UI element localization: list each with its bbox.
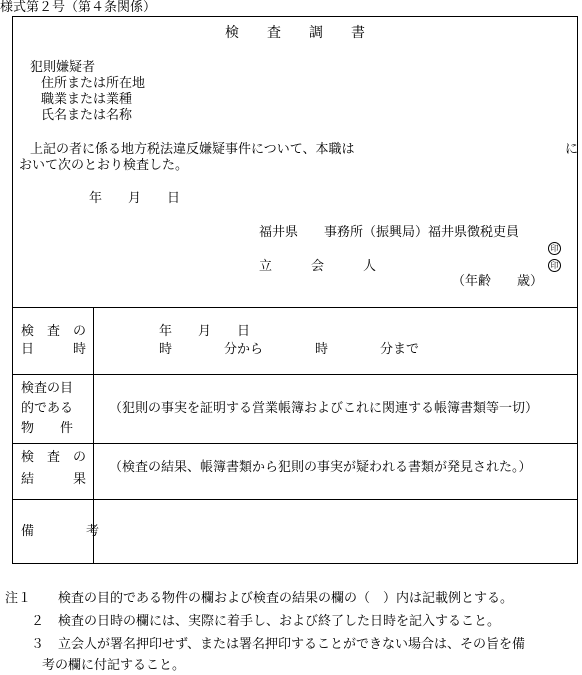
note-1-text: 検査の目的である物件の欄および検査の結果の欄の（ ）内は記載例とする。 [58,591,514,606]
official-seal-icon: 印 [548,242,561,255]
note-3-text-line-1: 立会人が署名押印せず、または署名押印することができない場合は、その旨を備 [58,637,525,652]
witness-age: （年齢 歳） [452,274,544,289]
note-1-number: 注１ [5,591,32,606]
statement-line-1: 上記の者に係る地方税法違反嫌疑事件について、本職は [30,142,355,157]
suspect-heading: 犯則嫌疑者 [30,60,96,75]
result-label-line-2: 結 果 [21,472,87,487]
suspect-occupation-label: 職業または業種 [41,92,133,107]
form-number-label: 様式第２号（第４条関係） [0,0,157,15]
result-label-line-1: 検 査 の [21,450,87,465]
remarks-label: 備 考 [21,524,100,539]
note-3-text-line-2: 考の欄に付記すること。 [42,658,186,673]
row-divider-2 [13,443,577,444]
form-title: 検 査 調 書 [225,25,365,41]
suspect-address-label: 住所または所在地 [41,76,146,91]
inspection-form [12,16,578,564]
document-date: 年 月 日 [89,191,181,206]
row-divider-1 [13,374,577,375]
statement-line-1-end: に [565,142,579,157]
statement-line-2: おいて次のとおり検査した。 [19,158,189,173]
note-2-number: ２ [31,614,45,629]
purpose-value: （犯則の事実を証明する営業帳簿およびこれに関連する帳簿書類等一切） [109,401,539,416]
witness-label: 立 会 人 [259,259,377,274]
purpose-label-line-2: 的である [21,401,74,416]
note-2-text: 検査の日時の欄には、実際に着手し、および終了した日時を記入すること。 [58,614,501,629]
datetime-label-line-2: 日 時 [21,342,87,357]
note-3-number: ３ [31,637,45,652]
official-office: 福井県 事務所（振興局）福井県徴税吏員 [259,225,520,240]
witness-seal-icon: 印 [548,259,561,272]
purpose-label-line-1: 検査の目 [21,381,74,396]
datetime-value-line-2: 時 分から 時 分まで [159,342,420,357]
suspect-name-label: 氏名または名称 [41,108,133,123]
purpose-label-line-3: 物 件 [21,421,74,436]
table-top-rule [13,307,577,308]
row-divider-3 [13,499,577,500]
datetime-value-line-1: 年 月 日 [159,324,251,339]
datetime-label-line-1: 検 査 の [21,324,87,339]
result-value: （検査の結果、帳簿書類から犯則の事実が疑われる書類が発見された。） [109,460,532,475]
